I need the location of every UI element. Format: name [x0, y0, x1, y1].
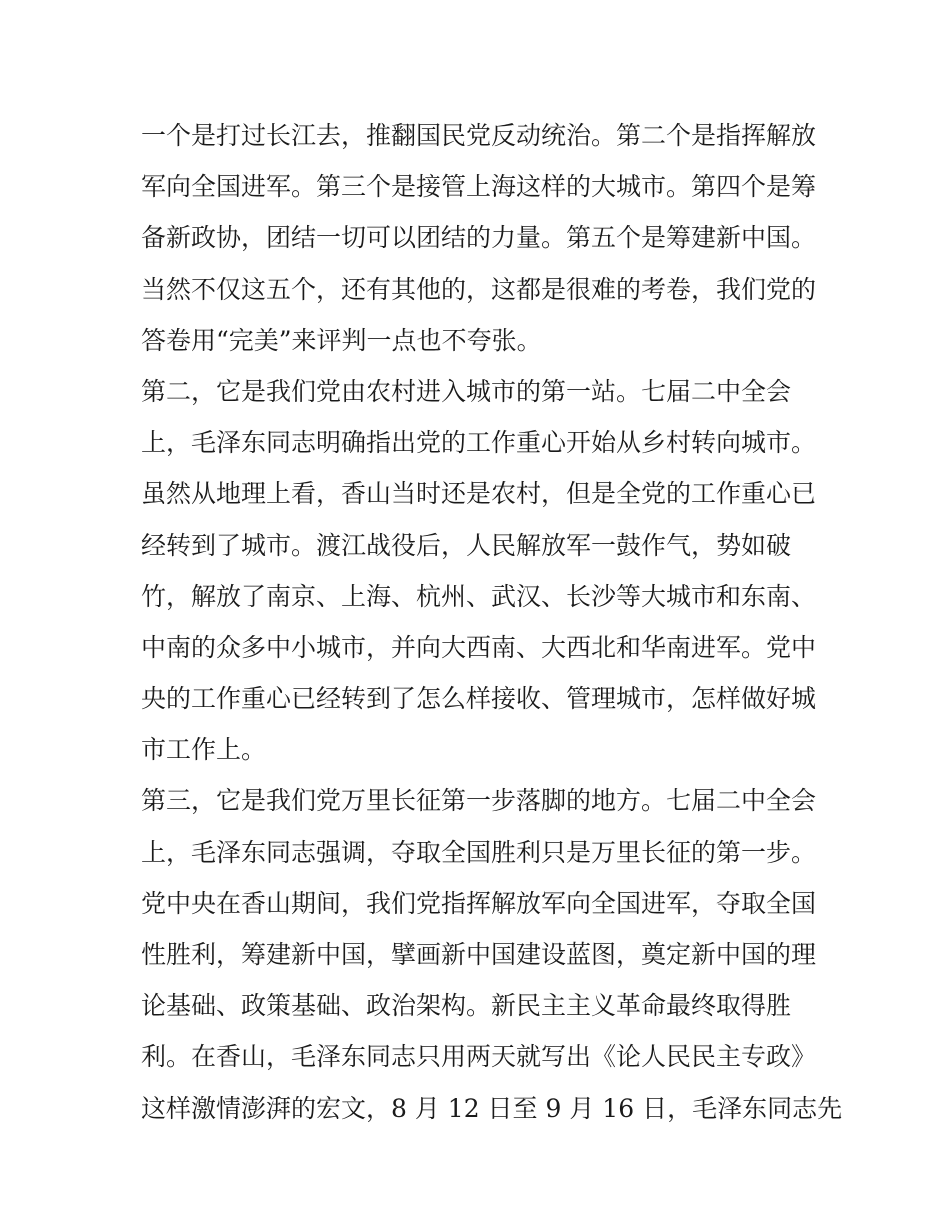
text-line: 第二，它是我们党由农村进入城市的第一站。七届二中全会	[141, 376, 792, 406]
text-line: 第三，它是我们党万里长征第一步落脚的地方。七届二中全会	[141, 786, 817, 816]
text-line: 市工作上。	[141, 735, 267, 765]
text-line: 备新政协，团结一切可以团结的力量。第五个是筹建新中国。	[141, 223, 817, 253]
text-line: 这样激情澎湃的宏文，8 月 12 日至 9 月 16 日，毛泽东同志先	[141, 1093, 843, 1123]
text-line: 利。在香山，毛泽东同志只用两天就写出《论人民民主专政》	[141, 1042, 817, 1072]
text-line: 党中央在香山期间，我们党指挥解放军向全国进军，夺取全国	[141, 888, 817, 918]
text-line: 军向全国进军。第三个是接管上海这样的大城市。第四个是筹	[141, 172, 817, 202]
text-line: 答卷用“完美”来评判一点也不夸张。	[141, 325, 542, 355]
text-line: 性胜利，筹建新中国，擘画新中国建设蓝图，奠定新中国的理	[141, 940, 817, 969]
text-line: 论基础、政策基础、政治架构。新民主主义革命最终取得胜	[141, 991, 792, 1021]
text-line: 上，毛泽东同志明确指出党的工作重心开始从乡村转向城市。	[141, 428, 817, 458]
text-line: 中南的众多中小城市，并向大西南、大西北和华南进军。党中	[141, 632, 817, 662]
body-text	[141, 110, 843, 1134]
text-line: 上，毛泽东同志强调，夺取全国胜利只是万里长征的第一步。	[141, 837, 817, 867]
text-line: 央的工作重心已经转到了怎么样接收、管理城市，怎样做好城	[141, 684, 817, 714]
text-line: 经转到了城市。渡江战役后，人民解放军一鼓作气，势如破	[141, 530, 792, 560]
text-line: 虽然从地理上看，香山当时还是农村，但是全党的工作重心已	[141, 479, 817, 509]
text-line: 一个是打过长江去，推翻国民党反动统治。第二个是指挥解放	[141, 121, 817, 150]
text-line: 竹，解放了南京、上海、杭州、武汉、长沙等大城市和东南、	[141, 581, 817, 611]
text-line: 当然不仅这五个，还有其他的，这都是很难的考卷，我们党的	[141, 274, 817, 304]
